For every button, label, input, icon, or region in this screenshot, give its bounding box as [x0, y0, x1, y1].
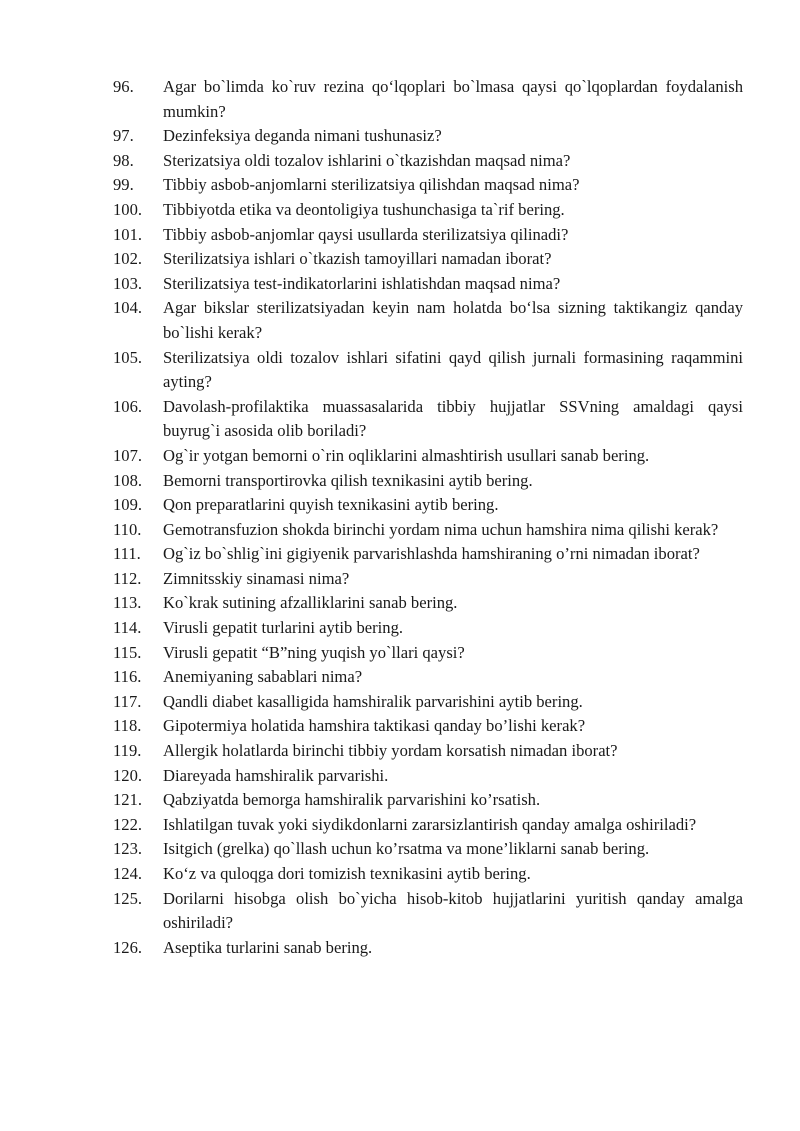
question-number: 111. [113, 544, 141, 564]
question-item [113, 813, 743, 838]
question-text: Allergik holatlarda birinchi tibbiy yordam korsatish nimadan iborat? [163, 741, 618, 761]
question-text: Virusli gepatit turlarini aytib bering. [163, 618, 404, 638]
question-item [113, 198, 743, 223]
question-text: Ishlatilgan tuvak yoki siydikdonlarni zararsizlantirish qanday amalga oshiriladi? [163, 814, 697, 834]
question-number: 123. [113, 839, 143, 859]
question-text: Qandli diabet kasalligida hamshiralik parvarishini aytib bering. [163, 691, 583, 711]
question-item [113, 764, 743, 789]
question-text: Gemotransfuzion shokda birinchi yordam nima uchun hamshira nima qilishi kerak? [163, 519, 719, 539]
question-item [113, 714, 743, 739]
question-number: 121. [113, 790, 143, 810]
question-number: 113. [113, 593, 142, 613]
question-item [113, 395, 743, 444]
question-item [113, 346, 743, 395]
question-text: Dezinfeksiya deganda nimani tushunasiz? [163, 126, 442, 146]
question-number: 106. [113, 396, 143, 416]
question-text: Anemiyaning sabablari nima? [163, 667, 363, 687]
question-number: 117. [113, 691, 142, 711]
question-text: Isitgich (grelka) qo`llash uchun ko’rsatma va mone’liklarni sanab bering. [163, 839, 650, 859]
question-number: 122. [113, 814, 143, 834]
question-number: 105. [113, 347, 143, 367]
question-item [113, 518, 743, 543]
question-text: Qon preparatlarini quyish texnikasini aytib bering. [163, 495, 499, 515]
question-number: 109. [113, 495, 143, 515]
question-item [113, 690, 743, 715]
question-item [113, 936, 743, 961]
question-text: Sterilizatsiya oldi tozalov ishlari sifatini qayd qilish jurnali formasining raqammini ayting? [163, 347, 743, 392]
question-item [113, 493, 743, 518]
question-number: 125. [113, 888, 143, 908]
question-number: 116. [113, 667, 142, 687]
question-item [113, 591, 743, 616]
question-number: 97. [113, 126, 134, 146]
question-number: 119. [113, 741, 142, 761]
question-number: 107. [113, 445, 143, 465]
question-number: 118. [113, 716, 142, 736]
question-text: Davolash-profilaktika muassasalarida tibbiy hujjatlar SSVning amaldagi qaysi buyrug`i asosida olib boriladi? [163, 396, 743, 441]
question-item [113, 567, 743, 592]
question-number: 120. [113, 765, 143, 785]
question-text: Zimnitsskiy sinamasi nima? [163, 568, 350, 588]
question-item [113, 862, 743, 887]
question-item [113, 887, 743, 936]
question-text: Agar bo`limda ko`ruv rezina qo‘lqoplari bo`lmasa qaysi qo`lqoplardan foydalanish mumkin? [163, 77, 743, 121]
question-number: 114. [113, 618, 142, 638]
question-number: 110. [113, 519, 142, 539]
question-text: Sterilizatsiya ishlari o`tkazish tamoyillari namadan iborat? [163, 249, 552, 269]
question-item [113, 149, 743, 174]
question-number: 108. [113, 470, 143, 490]
question-number: 124. [113, 864, 143, 883]
question-item [113, 75, 743, 124]
question-item [113, 641, 743, 666]
question-text: Qabziyatda bemorga hamshiralik parvarishini ko’rsatish. [163, 790, 541, 810]
question-text: Tibbiy asbob-anjomlarni sterilizatsiya qilishdan maqsad nima? [163, 175, 580, 195]
question-item [113, 124, 743, 149]
question-item [113, 616, 743, 641]
question-text: Diareyada hamshiralik parvarishi. [163, 765, 389, 785]
question-number: 101. [113, 224, 143, 244]
question-number: 103. [113, 273, 143, 293]
question-text: Sterilizatsiya test-indikatorlarini ishlatishdan maqsad nima? [163, 273, 561, 293]
question-item [113, 788, 743, 813]
question-text: Aseptika turlarini sanab bering. [163, 937, 373, 957]
question-text: Dorilarni hisobga olish bo`yicha hisob-kitob hujjatlarini yuritish qanday amalga oshiriladi? [163, 888, 743, 933]
question-number: 115. [113, 642, 142, 662]
question-item [113, 739, 743, 764]
question-item [113, 665, 743, 690]
question-text: Og`ir yotgan bemorni o`rin oqliklarini almashtirish usullari sanab bering. [163, 445, 650, 465]
question-number: 112. [113, 568, 142, 588]
question-number: 99. [113, 175, 134, 195]
question-list [113, 75, 743, 960]
question-item [113, 247, 743, 272]
question-text: Ko`krak sutining afzalliklarini sanab bering. [163, 593, 458, 613]
question-number: 96. [113, 77, 134, 96]
question-text: Ko‘z va quloqga dori tomizish texnikasini aytib bering. [163, 864, 531, 883]
question-text: Sterizatsiya oldi tozalov ishlarini o`tkazishdan maqsad nima? [163, 150, 571, 170]
question-text: Tibbiyotda etika va deontoligiya tushunchasiga ta`rif bering. [163, 199, 565, 219]
question-text: Agar bikslar sterilizatsiyadan keyin nam holatda bo‘lsa sizning taktikangiz qanday bo`lishi kerak? [163, 298, 743, 342]
question-item [113, 444, 743, 469]
question-item [113, 272, 743, 297]
question-number: 104. [113, 298, 143, 318]
question-number: 126. [113, 937, 143, 957]
question-text: Tibbiy asbob-anjomlar qaysi usullarda sterilizatsiya qilinadi? [163, 224, 569, 244]
question-item [113, 469, 743, 494]
question-item [113, 542, 743, 567]
question-item [113, 296, 743, 345]
question-number: 100. [113, 199, 143, 219]
question-text: Bemorni transportirovka qilish texnikasini aytib bering. [163, 470, 533, 490]
question-item [113, 173, 743, 198]
question-number: 102. [113, 249, 143, 269]
question-item [113, 837, 743, 862]
question-item [113, 223, 743, 248]
question-text: Virusli gepatit “B”ning yuqish yo`llari qaysi? [163, 642, 465, 662]
question-text: Gipotermiya holatida hamshira taktikasi qanday bo’lishi kerak? [163, 716, 586, 736]
question-number: 98. [113, 150, 134, 170]
question-text: Og`iz bo`shlig`ini gigiyenik parvarishlashda hamshiraning o’rni nimadan iborat? [163, 544, 700, 564]
